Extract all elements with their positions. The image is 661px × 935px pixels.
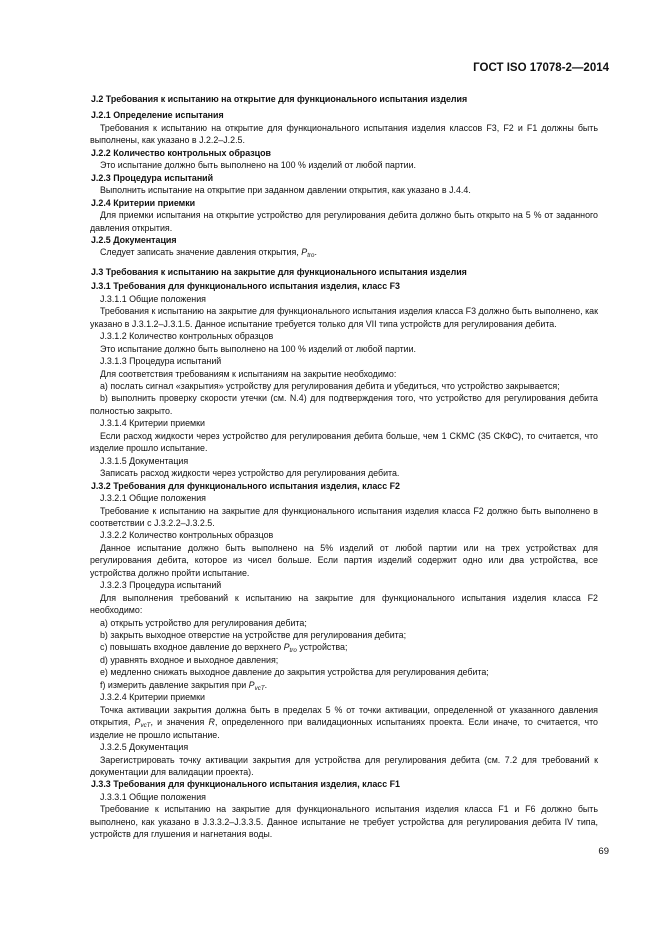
paragraph: Для соответствия требованиям к испытаниям на закрытие необходимо: (100, 368, 397, 379)
paragraph: b) закрыть выходное отверстие на устройстве для регулирования дебита; (100, 630, 407, 641)
subsection-heading: J.3.2 Требования для функционального испытания изделия, класс F2 (91, 480, 400, 491)
paragraph: J.3.2.5 Документация (100, 742, 189, 753)
section-heading: J.2 Требования к испытанию на открытие для функционального испытания изделия (91, 94, 468, 104)
paragraph: J.3.2.1 Общие положения (100, 493, 206, 504)
paragraph: d) уравнять входное и выходное давления; (100, 654, 279, 665)
paragraph: Точка активации закрытия должна быть в пределах 5 % от точки активации, определенной от указанного давления открытия, $P_{vcT}$, и значения R, определенного при валидационных испытаниях проекта. Если иначе, то считается, что изделие не прошло испытание. (90, 704, 598, 740)
paragraph: J.3.1.3 Процедура испытаний (100, 356, 222, 367)
subsection-heading: J.3.1 Требования для функционального испытания изделия, класс F3 (91, 281, 400, 292)
paragraph: Если расход жидкости через устройство для регулирования дебита больше, чем 1 СКМС (35 СКФС), то считается, что изделие прошло испытание. (90, 430, 598, 454)
paragraph: J.3.1.1 Общие положения (100, 293, 206, 304)
subsection-heading: J.2.5 Документация (91, 234, 177, 245)
paragraph: a) открыть устройство для регулирования дебита; (100, 617, 307, 628)
subsection-heading: J.2.1 Определение испытания (91, 110, 224, 121)
document-header: ГОСТ ISO 17078-2—2014 (473, 62, 609, 74)
paragraph: J.3.2.2 Количество контрольных образцов (100, 530, 274, 541)
paragraph: Данное испытание должно быть выполнено на 5% изделий от любой партии или на трех устройствах для регулирования дебита, которое из чисел больше. Если партия изделий содержит одно или два устройства, все устройства должно пройти испытание. (90, 542, 598, 578)
subsection-heading: J.3.3 Требования для функционального испытания изделия, класс F1 (91, 779, 400, 790)
paragraph: Следует записать значение давления открытия, $P_{tro}$. (100, 247, 317, 260)
subsection-heading: J.2.2 Количество контрольных образцов (91, 147, 272, 158)
paragraph: Для приемки испытания на открытие устройство для регулирования дебита должно быть открыто на 5 % от заданного давления открытия. (90, 210, 598, 233)
paragraph: b) выполнить проверку скорости утечки (см. N.4) для подтверждения того, что устройство для регулирования дебита полностью закрыто. (90, 393, 598, 416)
document-body (90, 93, 598, 841)
paragraph: Требование к испытанию на закрытие для функционального испытания изделия класса F2 должно быть выполнено в соответствии с J.3.2.2–J.3.2.5. (90, 505, 598, 528)
paragraph: c) повышать входное давление до верхнего $P_{tro}$ устройства; (100, 642, 348, 655)
paragraph: Требование к испытанию на закрытие для функционального испытания изделия класса F1 и F6 должно быть выполнено, как указано в J.3.3.2–J.3.3.5. Данное испытание не требует устройства для регулирования дебита IV типа, устройств для глушения и нагнетания воды. (90, 804, 598, 840)
paragraph: Выполнить испытание на открытие при заданном давлении открытия, как указано в J.4.4. (100, 185, 471, 196)
paragraph: J.3.3.1 Общие положения (100, 791, 206, 802)
paragraph: Зарегистрировать точку активации закрытия для устройства для регулирования дебита (см. 7.2 для требований к документации для валидации проекта). (90, 754, 598, 778)
paragraph: Для выполнения требований к испытанию на закрытие для функционального испытания изделия класса F2 необходимо: (90, 592, 598, 616)
paragraph: J.3.1.5 Документация (100, 455, 189, 466)
section-heading: J.3 Требования к испытанию на закрытие для функционального испытания изделия (91, 266, 467, 277)
paragraph: Требования к испытанию на закрытие для функционального испытания изделия класса F3 должно быть выполнено, как указано в J.3.1.2–J.3.1.5. Данное испытание требуется только для VII типа устройств для регулирования дебита. (90, 306, 598, 329)
paragraph: J.3.2.4 Критерии приемки (100, 692, 205, 703)
paragraph: f) измерить давление закрытия при $P_{vcT}$. (100, 679, 268, 692)
paragraph: J.3.1.2 Количество контрольных образцов (100, 331, 274, 342)
subsection-heading: J.2.3 Процедура испытаний (91, 172, 214, 183)
paragraph: Записать расход жидкости через устройство для регулирования дебита. (100, 468, 400, 479)
page-number: 69 (598, 846, 609, 857)
subsection-heading: J.2.4 Критерии приемки (91, 197, 196, 208)
paragraph: Это испытание должно быть выполнено на 100 % изделий от любой партии. (100, 160, 417, 171)
paragraph: Это испытание должно быть выполнено на 100 % изделий от любой партии. (100, 343, 417, 354)
paragraph: J.3.1.4 Критерии приемки (100, 418, 205, 429)
paragraph: J.3.2.3 Процедура испытаний (100, 580, 222, 591)
paragraph: e) медленно снижать выходное давление до закрытия устройства для регулирования дебита; (100, 667, 489, 678)
paragraph: Требования к испытанию на открытие для функционального испытания изделия классов F3, F2 и F1 должны быть выполнены, как указано в J.2.2–J.2.5. (90, 122, 598, 146)
paragraph: а) послать сигнал «закрытия» устройству для регулирования дебита и убедиться, что устройство закрывается; (100, 380, 560, 391)
